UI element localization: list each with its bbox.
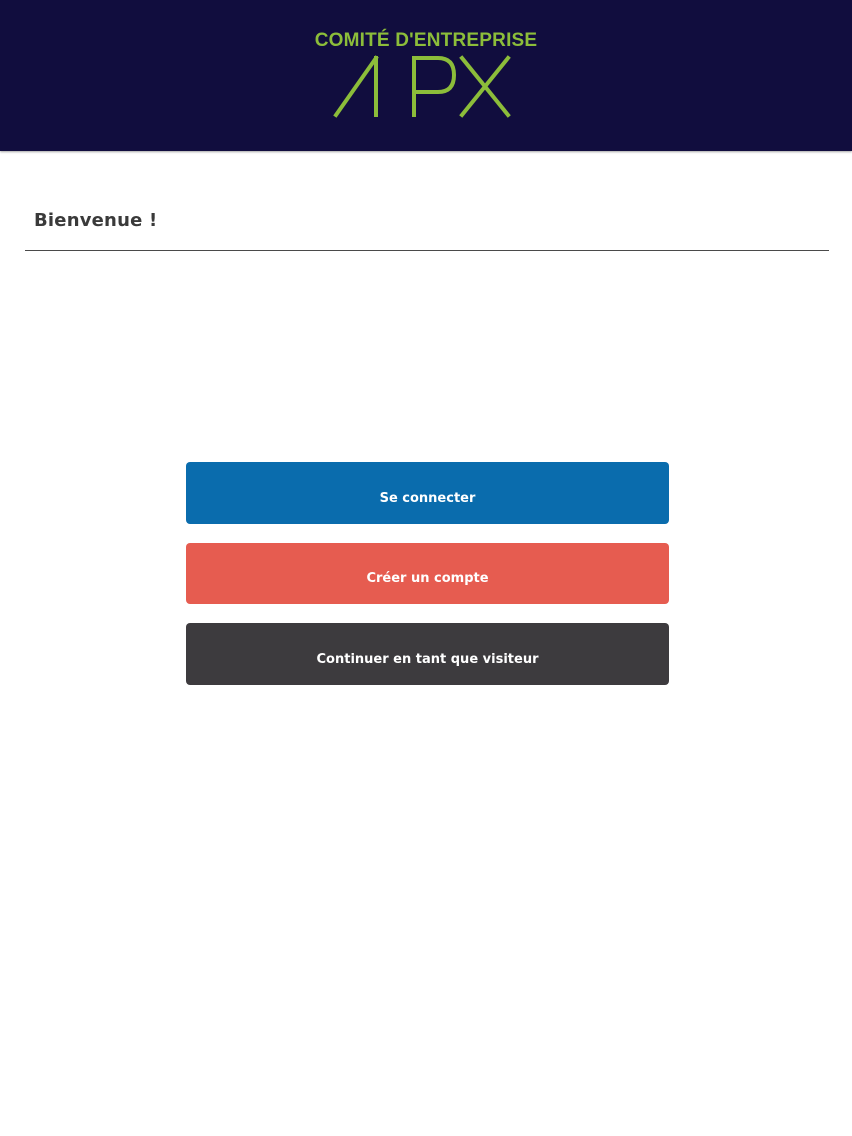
app-header	[0, 0, 852, 151]
create-account-button[interactable]: Créer un compte	[186, 543, 669, 604]
logo-subtitle: COMITÉ D'ENTREPRISE	[314, 30, 538, 51]
welcome-divider	[25, 250, 829, 251]
login-button[interactable]: Se connecter	[186, 462, 669, 524]
apx-logo-icon	[330, 54, 522, 118]
welcome-title: Bienvenue !	[34, 210, 158, 231]
apx-logo	[300, 28, 552, 124]
continue-as-guest-button[interactable]: Continuer en tant que visiteur	[186, 623, 669, 685]
